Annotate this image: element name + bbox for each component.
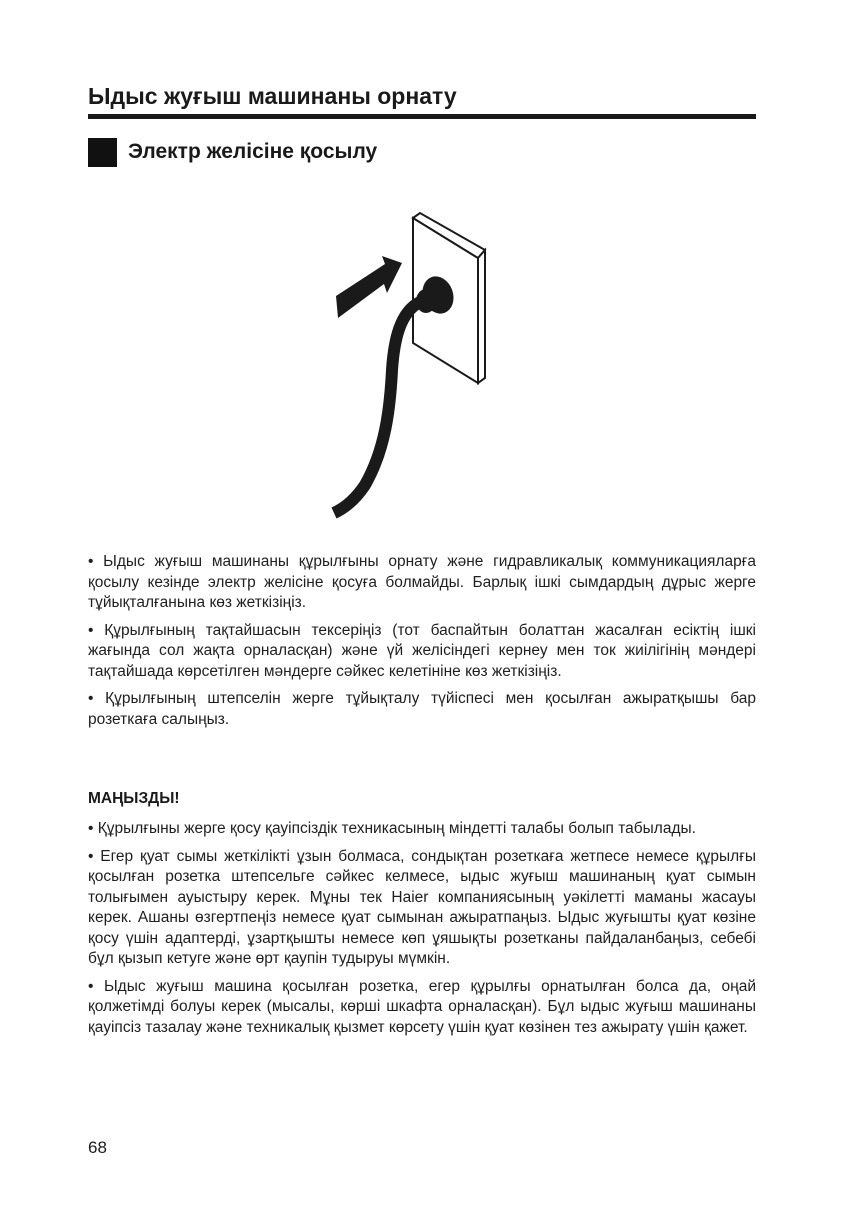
instruction-paragraph: • Құрылғының штепселін жерге тұйықталу түйіспесі мен қосылған ажыратқышы бар розеткаға салыңыз. [88,690,756,728]
section-heading [88,137,377,167]
instruction-paragraph: • Құрылғының тақтайшасын тексеріңіз (тот баспайтын болаттан жасалған есіктің ішкі жағында сол жақта орналасқан) және үй желісіндегі кернеу мен ток жиілігінің мәндері тақтайшада көрсетілген мәндерге сәйкес келетініне көз жеткізіңіз. [88,621,756,680]
important-paragraph: • Құрылғыны жерге қосу қауіпсіздік техникасының міндетті талабы болып табылады. [88,820,696,837]
section-title: Электр желісіне қосылу [128,140,378,163]
installation-instructions [88,552,756,737]
important-paragraph: • Ыдыс жуғыш машина қосылған розетка, егер құрылғы орнатылған болса да, оңай қолжетімді болуы керек (мысалы, көрші шкафта орналасқан). Бұл ыдыс жуғыш машинаны қауіпсіз тазалау және техникалық қызмет көрсету үшін қуат көзінен тез ажырату үшін қажет. [88,977,756,1036]
section-square-icon [88,138,117,167]
plug-into-socket-illustration [320,200,520,540]
arrow-icon [336,256,402,318]
important-notes [88,819,756,1045]
important-heading: МАҢЫЗДЫ! [88,790,180,807]
instruction-paragraph: • Ыдыс жуғыш машинаны құрылғыны орнату және гидравликалық коммуникацияларға қосылу кезінде электр желісіне қосуға болмайды. Барлық ішкі сымдардың дұрыс жерге тұйықталғанына көз жеткізіңіз. [88,553,756,611]
page-number: 68 [88,1138,107,1157]
plug-icon [334,272,459,513]
page-title: Ыдыс жуғыш машинаны орнату [88,83,457,109]
title-rule [88,114,756,119]
important-paragraph: • Егер қуат сымы жеткілікті ұзын болмаса, сондықтан розеткаға жетпесе немесе құрылғы қосылған розетка штепсельге сәйкес келмесе, ыдыс жуғыш машинаның қуат сымын толығымен ауыстыру керек. Мұны тек Haier компаниясының уәкілетті маманы жасауы керек. Ашаны өзгертпеңіз немесе қуат сымынан ажыратпаңыз. Ыдыс жуғышты қуат көзіне қосу үшін адаптерді, ұзартқышты немесе көп ұяшықты розетканы пайдаланбаңыз, себебі бұл қызып кетуге және өрт қаупін тудыруы мүмкін. [88,847,756,967]
